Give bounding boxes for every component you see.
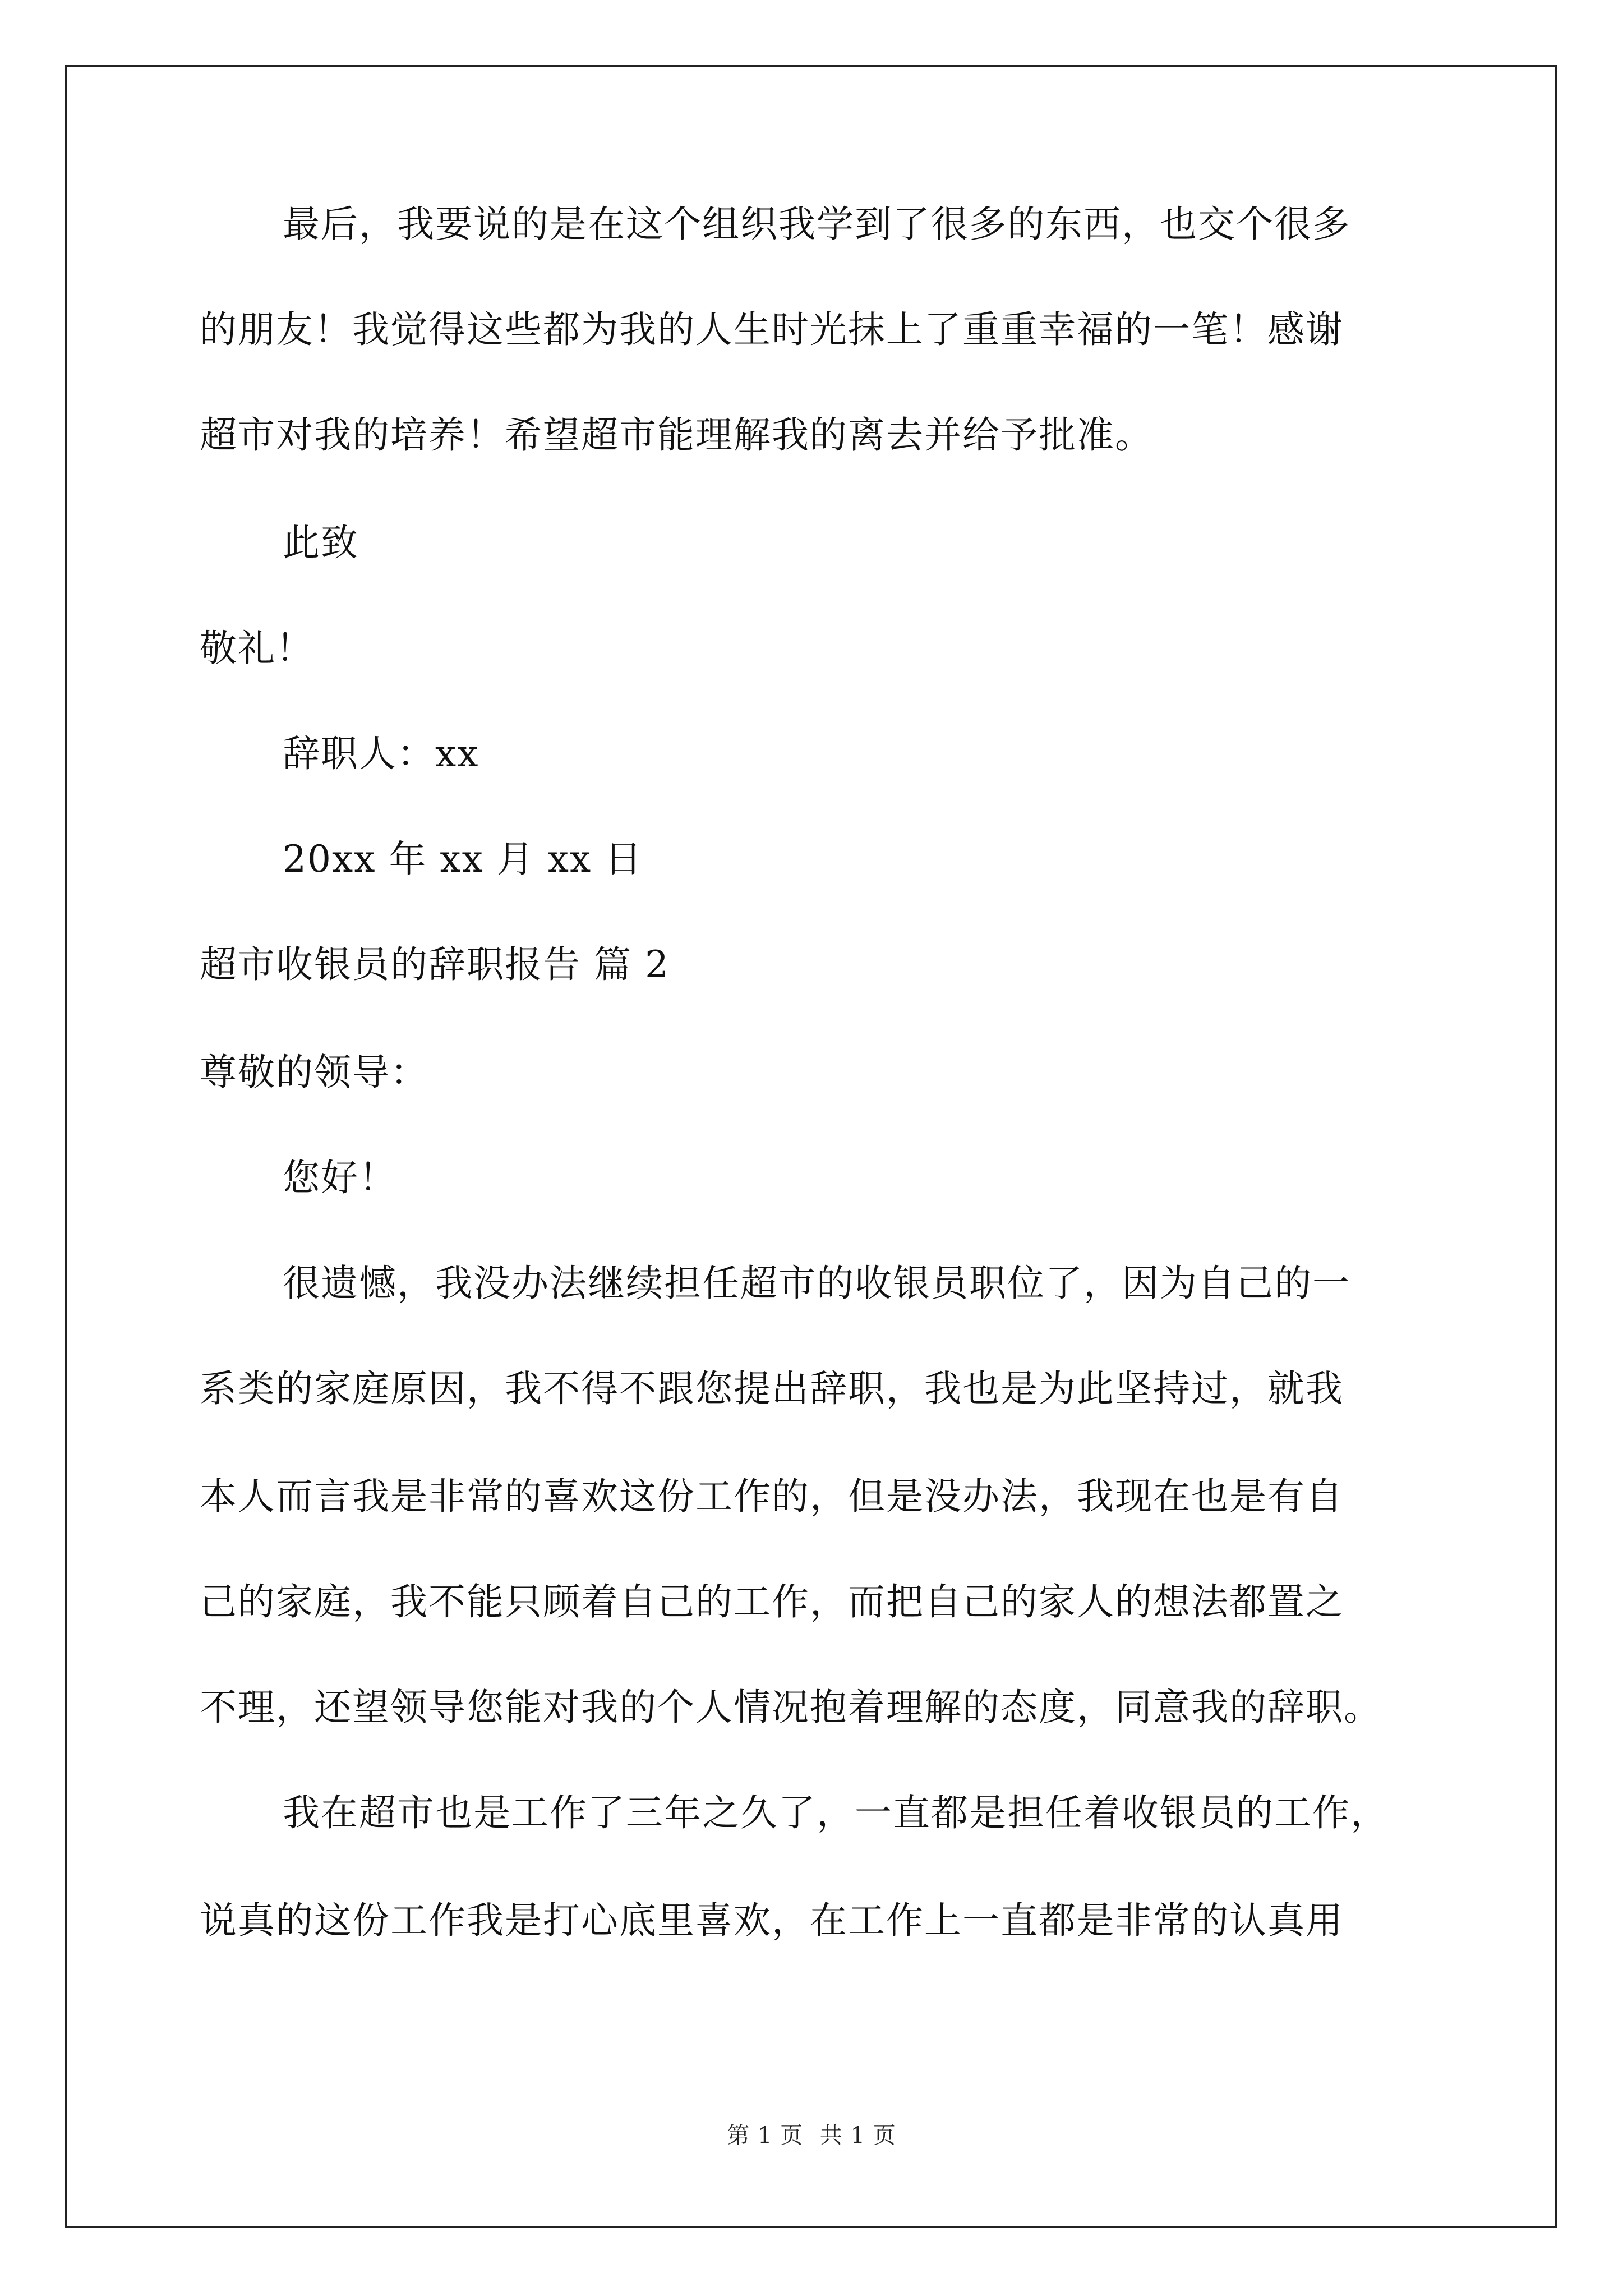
greeting-hello: 您好！: [283, 1156, 397, 1199]
paragraph-line: 最后，我要说的是在这个组织我学到了很多的东西，也交个很多: [283, 203, 1350, 246]
date-line: 20xx 年 xx 月 xx 日: [283, 838, 643, 881]
paragraph-line: 超市对我的培养！希望超市能理解我的离去并给予批准。: [200, 413, 1153, 457]
paragraph-line: 不理，还望领导您能对我的个人情况抱着理解的态度，同意我的辞职。: [200, 1686, 1382, 1729]
paragraph-line: 本人而言我是非常的喜欢这份工作的，但是没办法，我现在也是有自: [200, 1475, 1344, 1518]
signature-line: 辞职人：xx: [283, 732, 479, 775]
greeting-line: 尊敬的领导：: [200, 1051, 428, 1094]
page-total: 共 1 页: [819, 2123, 896, 2148]
paragraph-line: 己的家庭，我不能只顾着自己的工作，而把自己的家人的想法都置之: [200, 1580, 1344, 1623]
closing-salutation: 此致: [283, 521, 359, 564]
paragraph-line: 说真的这份工作我是打心底里喜欢，在工作上一直都是非常的认真用: [200, 1899, 1344, 1942]
page-number: 第 1 页: [727, 2123, 804, 2148]
section-heading: 超市收银员的辞职报告 篇 2: [200, 943, 670, 986]
page-footer: [0, 2122, 1623, 2150]
paragraph-line: 的朋友！我觉得这些都为我的人生时光抹上了重重幸福的一笔！感谢: [200, 308, 1344, 351]
closing-regards: 敬礼！: [200, 627, 314, 670]
paragraph-line: 很遗憾，我没办法继续担任超市的收银员职位了，因为自己的一: [283, 1262, 1350, 1305]
paragraph-line: 系类的家庭原因，我不得不跟您提出辞职，我也是为此坚持过，就我: [200, 1367, 1344, 1410]
paragraph-line: 我在超市也是工作了三年之久了，一直都是担任着收银员的工作，: [283, 1791, 1389, 1834]
